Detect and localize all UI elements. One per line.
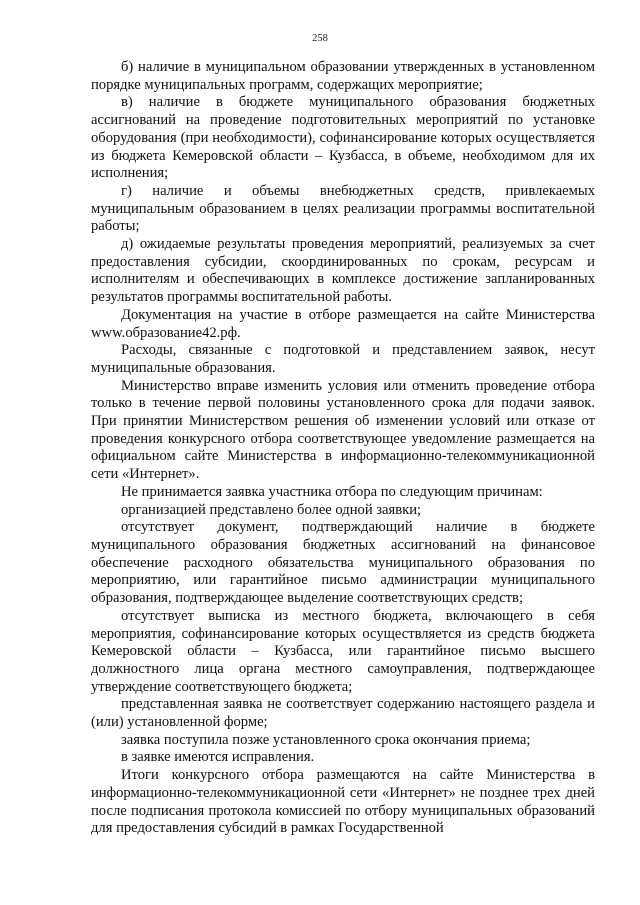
paragraph: Расходы, связанные с подготовкой и представлением заявок, несут муниципальные образования. [91,342,595,376]
paragraph: б) наличие в муниципальном образовании утвержденных в установленном порядке муниципальных программ, содержащих мероприятие; [91,59,595,93]
paragraph: Итоги конкурсного отбора размещаются на сайте Министерства в информационно-телекоммуникационной сети «Интернет» не позднее трех дней после подписания протокола комиссией по отбору муниципальных образований для предоставления субсидий в рамках Государственной [91,767,595,837]
paragraph: в) наличие в бюджете муниципального образования бюджетных ассигнований на проведение подготовительных мероприятий по установке оборудования (при необходимости), софинансирование которых осуществляется из бюджета Кемеровской области – Кузбасса, в объеме, необходимом для их исполнения; [91,94,595,182]
paragraph: Документация на участие в отборе размещается на сайте Министерства www.образование42.рф. [91,306,595,341]
paragraph: представленная заявка не соответствует содержанию настоящего раздела и (или) установленной форме; [91,696,595,731]
paragraph: г) наличие и объемы внебюджетных средств, привлекаемых муниципальным образованием в целях реализации программы воспитательной работы; [91,182,595,235]
paragraph: д) ожидаемые результаты проведения мероприятий, реализуемых за счет предоставления субсидии, скоординированных по срокам, ресурсам и исполнителям и обеспечивающих в комплексе достижение запланированных результатов программы воспитательной работы. [91,236,595,306]
paragraph: заявка поступила позже установленного срока окончания приема; [121,731,531,748]
paragraph: отсутствует документ, подтверждающий наличие в бюджете муниципального образования бюджетных ассигнований на финансовое обеспечение расходного обязательства муниципального образования по мероприятию, или гарантийное письмо администрации муниципального образования, подтверждающее выделение соответствующих средств; [91,519,595,607]
page-number: 258 [312,33,328,44]
paragraph: организацией представлено более одной заявки; [121,501,422,518]
paragraph: отсутствует выписка из местного бюджета, включающего в себя мероприятия, софинансирование которых осуществляется из средств бюджета Кемеровской области – Кузбасса, или гарантийное письмо высшего должностного лица органа местного самоуправления, подтверждающее утверждение соответствующего бюджета; [91,607,595,695]
document-body [91,59,595,838]
paragraph: Министерство вправе изменить условия или отменить проведение отбора только в течение первой половины установленного срока для подачи заявок. При принятии Министерством решения об изменении условий или отказе от проведения конкурсного отбора соответствующее уведомление размещается на официальном сайте Министерства в информационно-телекоммуникационной сети «Интернет». [91,377,595,483]
paragraph: Не принимается заявка участника отбора по следующим причинам: [121,483,543,500]
paragraph: в заявке имеются исправления. [121,749,315,766]
